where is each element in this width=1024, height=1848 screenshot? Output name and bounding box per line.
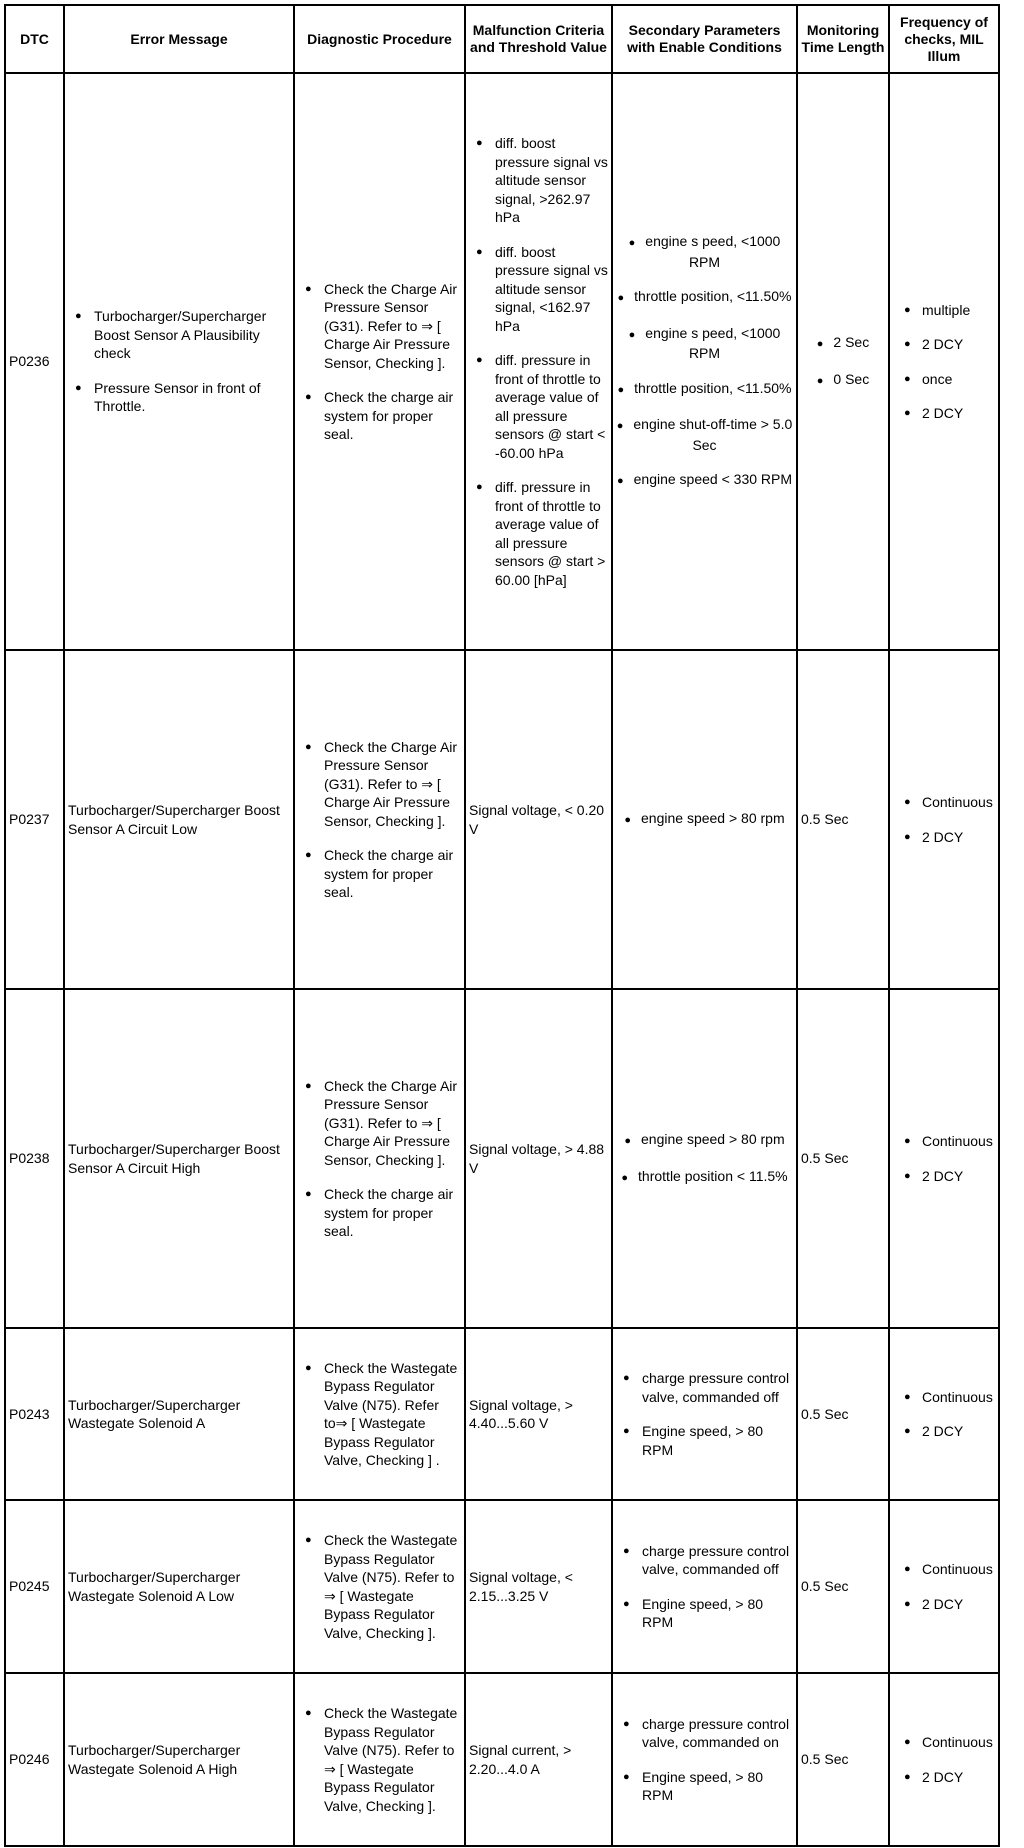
list-item: ● charge pressure control valve, commanded off	[616, 1542, 793, 1579]
dtc-table	[4, 4, 1000, 1847]
frequency-cell	[889, 1328, 999, 1500]
list-item: ● diff. boost pressure signal vs altitude sensor signal, >262.97 hPa	[469, 134, 608, 227]
diagnostic-procedure-cell	[294, 989, 465, 1328]
frequency-cell	[889, 989, 999, 1328]
diagnostic-procedure-cell	[294, 1673, 465, 1846]
diagnostic-procedure-cell	[294, 73, 465, 650]
diagnostic-procedure-cell	[294, 1500, 465, 1673]
secondary-parameters-cell	[612, 1500, 797, 1673]
list-item: ● throttle position < 11.5%	[616, 1167, 793, 1188]
table-row	[5, 1500, 999, 1673]
monitoring-time-cell: 0.5 Sec	[797, 650, 889, 989]
table-row	[5, 989, 999, 1328]
header-dtc: DTC	[5, 5, 64, 73]
list-item: ● engine speed < 330 RPM	[616, 470, 793, 491]
list-item: ● Continuous	[893, 1132, 995, 1151]
list-item: ● diff. pressure in front of throttle to average value of all pressure sensors @ start < -60.00 hPa	[469, 351, 608, 462]
error-message-cell: Turbocharger/Supercharger Boost Sensor A Circuit High	[64, 989, 294, 1328]
table-row	[5, 1673, 999, 1846]
list-item: ● Check the Wastegate Bypass Regulator Valve (N75). Refer to ⇒ [ Wastegate Bypass Regulator Valve, Checking ].	[298, 1704, 461, 1815]
dtc-code: P0245	[5, 1500, 64, 1673]
malfunction-criteria-cell: Signal voltage, < 0.20 V	[465, 650, 612, 989]
list-item: ● engine speed > 80 rpm	[616, 809, 793, 830]
header-malfunction-criteria: Malfunction Criteria and Threshold Value	[465, 5, 612, 73]
diagnostic-procedure-cell	[294, 1328, 465, 1500]
dtc-code: P0246	[5, 1673, 64, 1846]
header-monitoring-time: Monitoring Time Length	[797, 5, 889, 73]
list-item: ● engine shut-off-time > 5.0 Sec	[616, 415, 793, 454]
list-item: ● 2 DCY	[893, 1595, 995, 1614]
list-item: ● Check the charge air system for proper seal.	[298, 1185, 461, 1241]
monitoring-time-cell: 0.5 Sec	[797, 1673, 889, 1846]
list-item: ● diff. pressure in front of throttle to average value of all pressure sensors @ start > 60.00 [hPa]	[469, 478, 608, 589]
error-message-cell: Turbocharger/Supercharger Wastegate Solenoid A Low	[64, 1500, 294, 1673]
list-item: ● Continuous	[893, 1560, 995, 1579]
malfunction-criteria-cell: Signal current, > 2.20...4.0 A	[465, 1673, 612, 1846]
list-item: ● Check the Wastegate Bypass Regulator Valve (N75). Refer to ⇒ [ Wastegate Bypass Regulator Valve, Checking ].	[298, 1531, 461, 1642]
frequency-cell	[889, 1673, 999, 1846]
list-item: ● Continuous	[893, 793, 995, 812]
list-item: ● 2 DCY	[893, 335, 995, 354]
frequency-cell	[889, 73, 999, 650]
secondary-parameters-cell	[612, 1328, 797, 1500]
list-item: ● Engine speed, > 80 RPM	[616, 1422, 793, 1459]
dtc-code: P0236	[5, 73, 64, 650]
header-error-message: Error Message	[64, 5, 294, 73]
table-row	[5, 73, 999, 650]
list-item: ● Check the Charge Air Pressure Sensor (G31). Refer to ⇒ [ Charge Air Pressure Sensor, Checking ].	[298, 1077, 461, 1170]
list-item: ● 2 DCY	[893, 1768, 995, 1787]
list-item: ● Check the Charge Air Pressure Sensor (G31). Refer to ⇒ [ Charge Air Pressure Sensor, Checking ].	[298, 280, 461, 373]
list-item: ● engine speed > 80 rpm	[616, 1130, 793, 1151]
list-item: ● 0 Sec	[801, 370, 885, 391]
header-diagnostic-procedure: Diagnostic Procedure	[294, 5, 465, 73]
list-item: ● once	[893, 370, 995, 389]
list-item: ● throttle position, <11.50%	[616, 287, 793, 308]
frequency-cell	[889, 650, 999, 989]
monitoring-time-cell	[797, 73, 889, 650]
table-row	[5, 1328, 999, 1500]
error-message-cell: Turbocharger/Supercharger Wastegate Solenoid A High	[64, 1673, 294, 1846]
list-item: ● 2 DCY	[893, 404, 995, 423]
header-row	[5, 5, 999, 73]
list-item: ● Engine speed, > 80 RPM	[616, 1595, 793, 1632]
list-item: ● Pressure Sensor in front of Throttle.	[68, 379, 290, 416]
secondary-parameters-cell	[612, 989, 797, 1328]
error-message-cell	[64, 73, 294, 650]
list-item: ● engine s peed, <1000 RPM	[616, 232, 793, 271]
table-row	[5, 650, 999, 989]
malfunction-criteria-cell: Signal voltage, > 4.88 V	[465, 989, 612, 1328]
list-item: ● throttle position, <11.50%	[616, 379, 793, 400]
error-message-cell: Turbocharger/Supercharger Boost Sensor A Circuit Low	[64, 650, 294, 989]
secondary-parameters-cell	[612, 1673, 797, 1846]
list-item: ● Continuous	[893, 1388, 995, 1407]
list-item: ● Check the Wastegate Bypass Regulator Valve (N75). Refer to⇒ [ Wastegate Bypass Regulator Valve, Checking ] .	[298, 1359, 461, 1470]
list-item: ● Check the charge air system for proper seal.	[298, 388, 461, 444]
secondary-parameters-cell	[612, 650, 797, 989]
malfunction-criteria-cell: Signal voltage, > 4.40...5.60 V	[465, 1328, 612, 1500]
dtc-code: P0237	[5, 650, 64, 989]
list-item: ● engine s peed, <1000 RPM	[616, 324, 793, 363]
list-item: ● Engine speed, > 80 RPM	[616, 1768, 793, 1805]
list-item: ● multiple	[893, 301, 995, 320]
list-item: ● charge pressure control valve, commanded on	[616, 1715, 793, 1752]
secondary-parameters-cell	[612, 73, 797, 650]
list-item: ● diff. boost pressure signal vs altitude sensor signal, <162.97 hPa	[469, 243, 608, 336]
header-frequency: Frequency of checks, MIL Illum	[889, 5, 999, 73]
dtc-code: P0238	[5, 989, 64, 1328]
diagnostic-procedure-cell	[294, 650, 465, 989]
list-item: ● 2 DCY	[893, 1422, 995, 1441]
list-item: ● Continuous	[893, 1733, 995, 1752]
list-item: ● Turbocharger/Supercharger Boost Sensor A Plausibility check	[68, 307, 290, 363]
malfunction-criteria-cell	[465, 73, 612, 650]
list-item: ● 2 DCY	[893, 1167, 995, 1186]
list-item: ● charge pressure control valve, commanded off	[616, 1369, 793, 1406]
header-secondary-parameters: Secondary Parameters with Enable Conditions	[612, 5, 797, 73]
list-item: ● 2 Sec	[801, 333, 885, 354]
list-item: ● Check the charge air system for proper seal.	[298, 846, 461, 902]
dtc-code: P0243	[5, 1328, 64, 1500]
monitoring-time-cell: 0.5 Sec	[797, 1328, 889, 1500]
list-item: ● Check the Charge Air Pressure Sensor (G31). Refer to ⇒ [ Charge Air Pressure Sensor, Checking ].	[298, 738, 461, 831]
error-message-cell: Turbocharger/Supercharger Wastegate Solenoid A	[64, 1328, 294, 1500]
frequency-cell	[889, 1500, 999, 1673]
malfunction-criteria-cell: Signal voltage, < 2.15...3.25 V	[465, 1500, 612, 1673]
monitoring-time-cell: 0.5 Sec	[797, 1500, 889, 1673]
monitoring-time-cell: 0.5 Sec	[797, 989, 889, 1328]
list-item: ● 2 DCY	[893, 828, 995, 847]
